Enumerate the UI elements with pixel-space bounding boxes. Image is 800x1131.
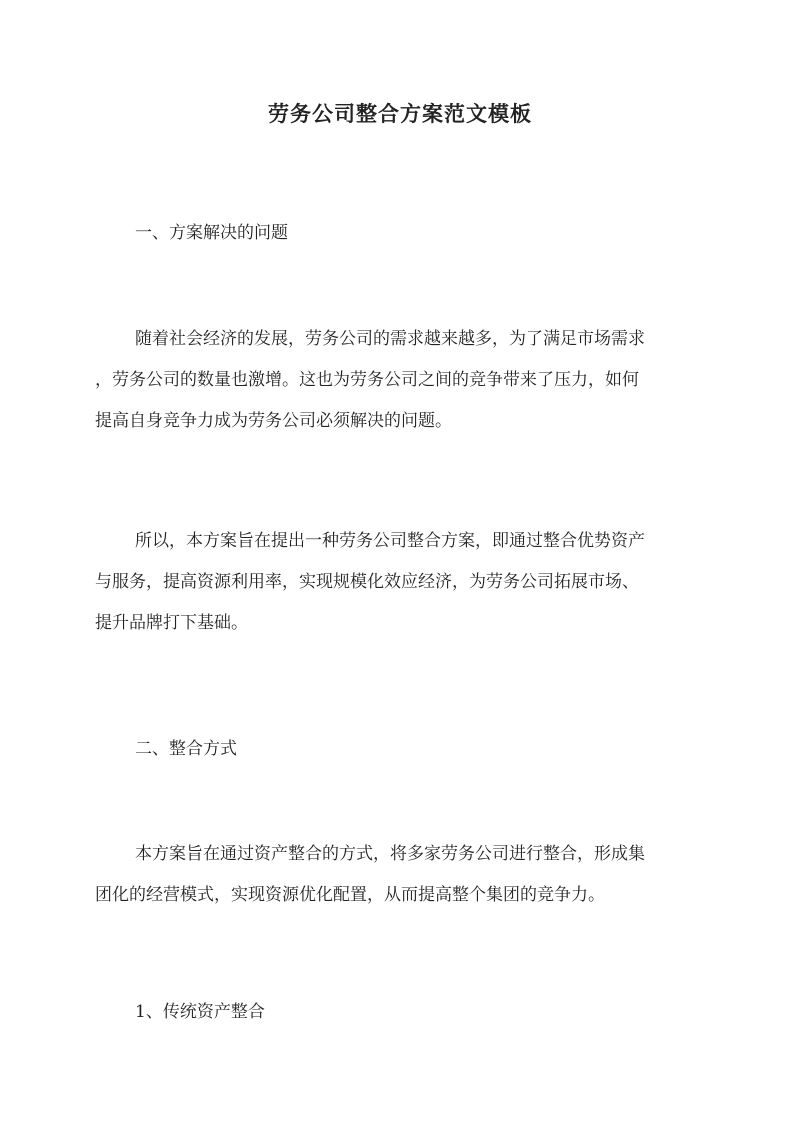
paragraph-line: 提升品牌打下基础。 (95, 613, 248, 633)
paragraph-line: 提高自身竞争力成为劳务公司必须解决的问题。 (95, 411, 452, 431)
paragraph-line: 本方案旨在通过资产整合的方式，将多家劳务公司进行整合，形成集 (135, 844, 645, 864)
paragraph-line: 与服务，提高资源利用率，实现规模化效应经济，为劳务公司拓展市场、 (95, 572, 639, 592)
paragraph-3 (95, 834, 710, 916)
document-title: 劳务公司整合方案范文模板 (268, 101, 532, 126)
paragraph-2 (95, 521, 710, 644)
paragraph-line: 所以，本方案旨在提出一种劳务公司整合方案，即通过整合优势资产 (135, 531, 645, 551)
paragraph-line: 团化的经营模式，实现资源优化配置，从而提高整个集团的竞争力。 (95, 885, 605, 905)
section-heading-3: 1、传统资产整合 (135, 1002, 265, 1022)
paragraph-line: 随着社会经济的发展，劳务公司的需求越来越多，为了满足市场需求 (135, 329, 645, 349)
paragraph-1 (95, 319, 710, 442)
paragraph-line: ，劳务公司的数量也激增。这也为劳务公司之间的竞争带来了压力，如何 (95, 370, 639, 390)
section-heading-1: 一、方案解决的问题 (135, 223, 288, 243)
section-heading-2: 二、整合方式 (135, 739, 237, 759)
